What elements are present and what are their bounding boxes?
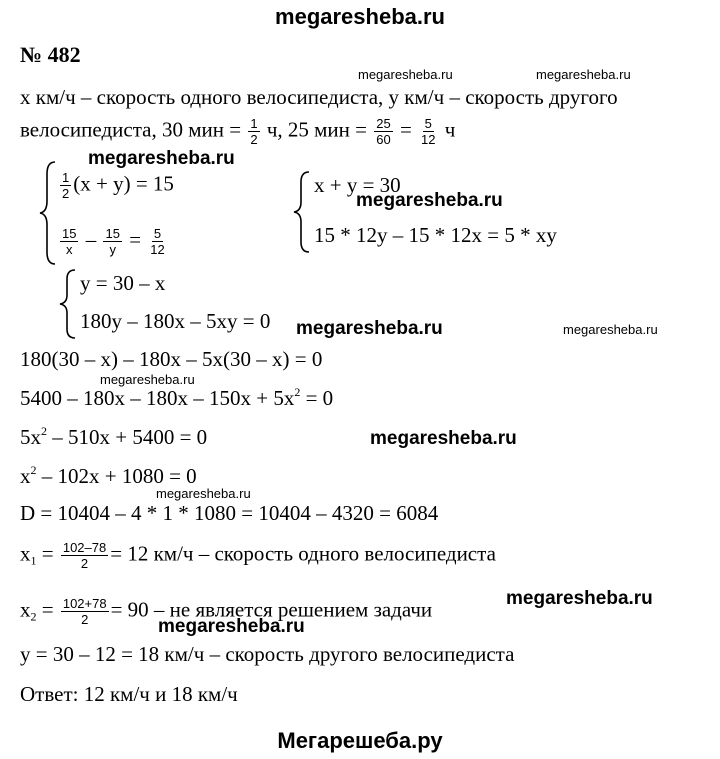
watermark: megaresheba.ru — [358, 67, 453, 82]
intro-text-c: ч — [444, 117, 456, 142]
step-1: 180(30 – x) – 180x – 5x(30 – x) = 0 — [20, 347, 323, 371]
left-brace-icon — [292, 170, 312, 254]
step-y: y = 30 – 12 = 18 км/ч – скорость другого велосипедиста — [20, 642, 515, 666]
system1-eq1 — [58, 170, 174, 201]
fraction: $\frac{15}{y}$ — [105, 226, 120, 257]
system1-eq2 — [58, 226, 169, 257]
step-3: $5x^2 - 510x + 5400 = 0$ — [20, 424, 208, 449]
fraction-5-12: $\frac{5}{12}$ — [421, 116, 436, 147]
watermark: megaresheba.ru — [356, 190, 503, 211]
left-brace-icon — [38, 160, 58, 266]
answer: Ответ: 12 км/ч и 18 км/ч — [20, 682, 238, 706]
watermark: megaresheba.ru — [370, 428, 517, 449]
system1-eq1-text: (x + y) = 15 — [73, 171, 174, 196]
fraction: $\frac{1}{2}$ — [62, 170, 70, 201]
watermark: megaresheba.ru — [156, 486, 251, 501]
intro-line-1: x км/ч – скорость одного велосипедиста, y км/ч – скорость другого — [20, 85, 618, 109]
step-4: $x^2 - 102x + 1080 = 0$ — [20, 463, 197, 488]
watermark: megaresheba.ru — [158, 616, 305, 637]
fraction: $\frac{102+78}{2}$ — [62, 596, 107, 627]
watermark: megaresheba.ru — [296, 318, 443, 339]
system3-eq1: y = 30 – x — [80, 271, 166, 295]
system2-eq2: 15 * 12y – 15 * 12x = 5 * xy — [314, 223, 557, 247]
system3-eq2: 180y – 180x – 5xy = 0 — [80, 309, 271, 333]
left-brace-icon — [58, 268, 78, 340]
equals-sign: = — [129, 227, 142, 252]
step-2: $5400 - 180x - 180x - 150x + 5x^2 = 0$ — [20, 385, 334, 410]
fraction-25-60: $\frac{25}{60}$ — [376, 116, 391, 147]
watermark: megaresheba.ru — [88, 148, 235, 169]
watermark: megaresheba.ru — [100, 372, 195, 387]
watermark: megaresheba.ru — [563, 322, 658, 337]
intro-equals: = — [399, 117, 412, 142]
problem-number: № 482 — [20, 42, 81, 67]
intro-text-b: ч, 25 мин = — [266, 117, 367, 142]
intro-line-2 — [20, 116, 455, 147]
header-watermark: megaresheba.ru — [275, 4, 445, 29]
minus-sign: – — [85, 227, 97, 252]
fraction: $\frac{15}{x}$ — [62, 226, 77, 257]
fraction-half: $\frac{1}{2}$ — [250, 116, 258, 147]
footer-watermark: Мегарешеба.ру — [277, 728, 443, 753]
watermark: megaresheba.ru — [506, 588, 653, 609]
fraction: $\frac{5}{12}$ — [150, 226, 165, 257]
step-5-discriminant: D = 10404 – 4 * 1 * 1080 = 10404 – 4320 = 6084 — [20, 501, 439, 525]
intro-text-a: велосипедиста, 30 мин = — [20, 117, 242, 142]
system2-eq1: x + y = 30 — [314, 173, 401, 197]
fraction: $\frac{102-78}{2}$ — [62, 540, 107, 571]
step-x2: $x_2$ = $\frac{102+78}{2}$ = 90 – не является решением задачи — [20, 596, 433, 627]
watermark: megaresheba.ru — [536, 67, 631, 82]
step-x1: $x_1$ = $\frac{102-78}{2}$ = 12 км/ч – скорость одного велосипедиста — [20, 540, 496, 571]
